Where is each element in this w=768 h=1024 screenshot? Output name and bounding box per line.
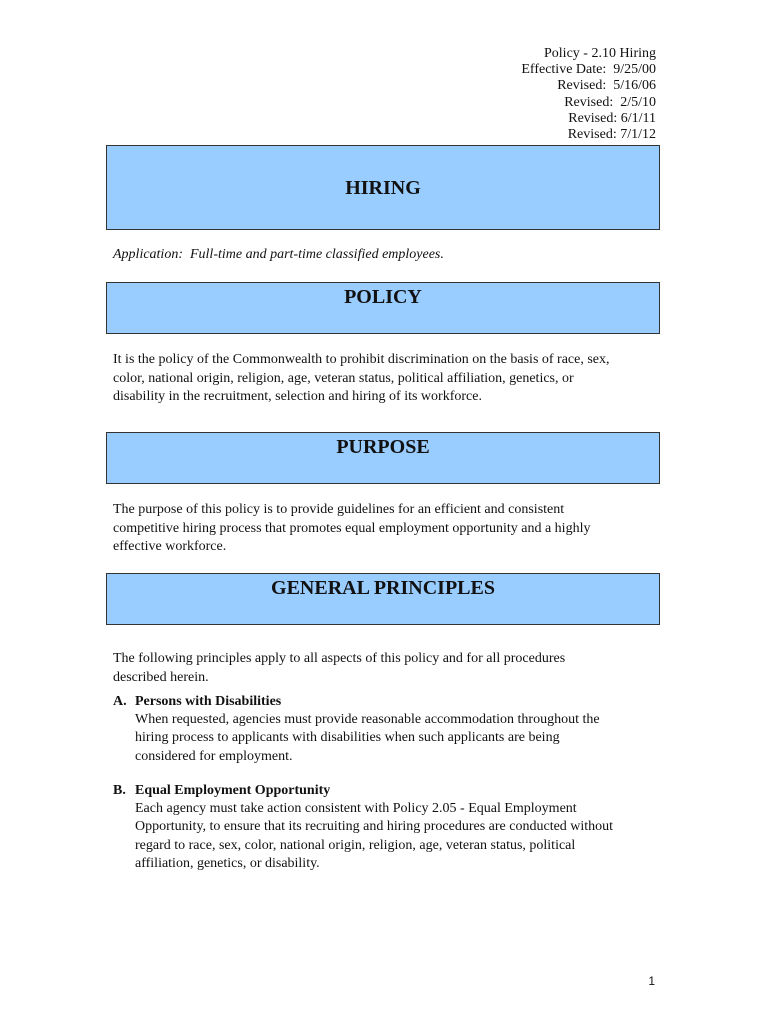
paragraph-line: color, national origin, religion, age, veteran status, political affiliation, genetics, or: [113, 370, 574, 386]
paragraph-line: Opportunity, to ensure that its recruiting and hiring procedures are conducted without: [135, 819, 614, 835]
application-scope: Application: Full-time and part-time classified employees.: [113, 247, 444, 262]
principle-item: [113, 782, 658, 873]
paragraph-line: described herein.: [113, 669, 209, 685]
revised-date: Revised: 5/16/06: [557, 78, 656, 94]
purpose-heading-box: [106, 432, 660, 484]
principle-item-body: [113, 800, 658, 873]
paragraph-line: hiring process to applicants with disabilities when such applicants are being: [135, 730, 560, 746]
page-title-box: [106, 145, 660, 230]
principle-item-heading: [113, 693, 658, 711]
paragraph-line: When requested, agencies must provide reasonable accommodation throughout the: [135, 712, 600, 728]
principle-item-title: Equal Employment Opportunity: [135, 783, 331, 798]
principle-item-title: Persons with Disabilities: [135, 694, 282, 709]
policy-heading-box: [106, 282, 660, 334]
principle-item-letter: A.: [113, 694, 127, 709]
paragraph-line: effective workforce.: [113, 539, 227, 555]
principles-intro-paragraph: [113, 650, 658, 687]
policy-paragraph: [113, 351, 658, 407]
principle-item-body: [113, 711, 658, 766]
policy-number: Policy - 2.10 Hiring: [544, 46, 656, 61]
revised-date: Revised: 2/5/10: [564, 94, 656, 110]
purpose-paragraph: [113, 501, 658, 557]
paragraph-line: Each agency must take action consistent with Policy 2.05 - Equal Employment: [135, 801, 577, 817]
paragraph-line: competitive hiring process that promotes equal employment opportunity and a highly: [113, 520, 591, 536]
paragraph-line: The following principles apply to all aspects of this policy and for all procedures: [113, 651, 566, 666]
revised-date: Revised: 6/1/11: [568, 110, 656, 126]
revised-date: Revised: 7/1/12: [567, 127, 656, 143]
principle-item: [113, 693, 658, 766]
section-heading: GENERAL PRINCIPLES: [271, 577, 495, 599]
paragraph-line: regard to race, sex, color, national origin, religion, age, veteran status, political: [135, 837, 576, 853]
principle-item-letter: B.: [113, 783, 126, 798]
paragraph-line: affiliation, genetics, or disability.: [135, 855, 320, 871]
general-principles-heading-box: [106, 573, 660, 625]
effective-date: Effective Date: 9/25/00: [521, 62, 656, 78]
paragraph-line: The purpose of this policy is to provide guidelines for an efficient and consistent: [113, 502, 565, 517]
principle-item-heading: [113, 782, 658, 800]
paragraph-line: It is the policy of the Commonwealth to prohibit discrimination on the basis of race, sex,: [113, 352, 610, 367]
section-heading: PURPOSE: [336, 436, 430, 458]
document-revision-info: [521, 46, 656, 143]
paragraph-line: disability in the recruitment, selection and hiring of its workforce.: [113, 389, 482, 405]
section-heading: POLICY: [344, 286, 422, 308]
page-number: 1: [648, 974, 655, 988]
page-title: HIRING: [345, 177, 421, 199]
paragraph-line: considered for employment.: [135, 748, 293, 764]
